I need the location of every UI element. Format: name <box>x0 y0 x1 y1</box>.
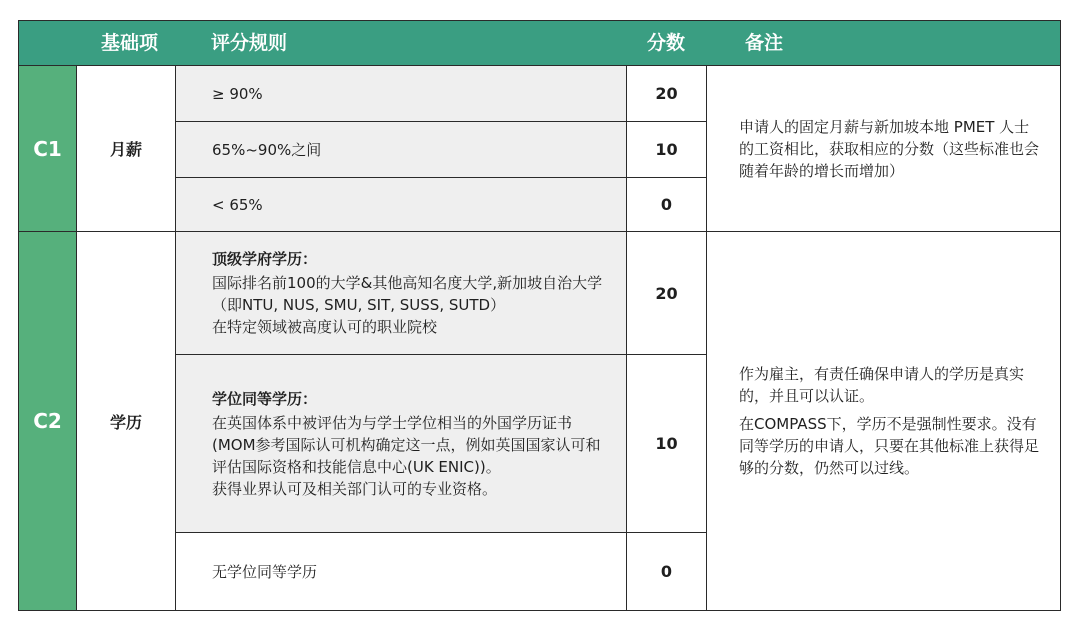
note-text: 申请人的固定月薪与新加坡本地 PMET 人士的工资相比，获取相应的分数（这些标准也会随着年龄的增长而增加） <box>739 117 1040 180</box>
rule-text: 无学位同等学历 <box>212 562 318 581</box>
header-score: 分数 <box>647 32 686 54</box>
rule-salary-low <box>175 177 627 232</box>
rule-text: 国际排名前100的大学&其他高知名度大学,新加坡自治大学（即NTU, NUS, SMU, SIT, SUSS, SUTD） <box>212 274 603 314</box>
rule-no-degree <box>175 532 627 611</box>
rule-top-university <box>175 231 627 355</box>
score-equivalent-degree: 10 <box>626 354 707 533</box>
rule-text: 在特定领域被高度认可的职业院校 <box>212 318 438 336</box>
header-note: 备注 <box>745 32 784 54</box>
rule-text: < 65% <box>212 195 263 214</box>
rule-equivalent-degree <box>175 354 627 533</box>
note-salary <box>706 65 1061 232</box>
rule-salary-mid <box>175 121 627 178</box>
header-scoring-rule: 评分规则 <box>211 32 288 54</box>
note-education <box>706 231 1061 611</box>
category-salary: 月薪 <box>76 65 176 232</box>
rule-text: ≥ 90% <box>212 84 263 103</box>
row-id-c2: C2 <box>18 231 77 611</box>
rule-text: 在英国体系中被评估为与学士学位相当的外国学历证书(MOM参考国际认可机构确定这一点，例如英国国家认可和评估国际资格和技能信息中心(UK ENIC))。 <box>212 413 601 476</box>
rule-title: 顶级学府学历： <box>212 250 318 268</box>
score-salary-mid: 10 <box>626 121 707 178</box>
note-text: 作为雇主，有责任确保申请人的学历是真实的，并且可以认证。 <box>739 365 1025 405</box>
score-no-degree: 0 <box>626 532 707 611</box>
score-salary-low: 0 <box>626 177 707 232</box>
score-top-university: 20 <box>626 231 707 355</box>
score-salary-high: 20 <box>626 65 707 122</box>
category-education: 学历 <box>76 231 176 611</box>
row-id-c1: C1 <box>18 65 77 232</box>
header-basic-item: 基础项 <box>101 32 159 54</box>
rule-text: 获得业界认可及相关部门认可的专业资格。 <box>212 479 498 498</box>
note-text: 在COMPASS下，学历不是强制性要求。没有同等学历的申请人，只要在其他标准上获得足够的分数，仍然可以过线。 <box>739 415 1040 477</box>
table-header <box>18 20 1061 66</box>
rule-title: 学位同等学历： <box>212 389 318 408</box>
rule-salary-high <box>175 65 627 122</box>
scoring-table <box>18 20 1061 611</box>
rule-text: 65%~90%之间 <box>212 140 322 159</box>
